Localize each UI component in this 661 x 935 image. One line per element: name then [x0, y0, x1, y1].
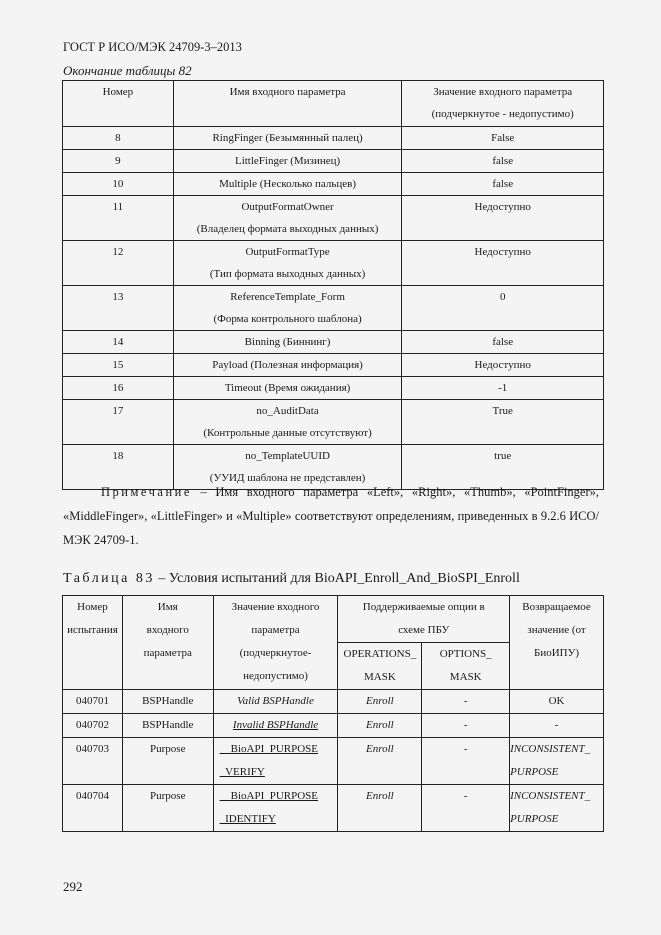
table-continuation-label: Окончание таблицы 82: [63, 63, 192, 78]
table-row: [63, 286, 604, 331]
row-param-value: Недоступно: [402, 354, 604, 377]
table-row: [63, 400, 604, 445]
row-number: 15: [63, 354, 174, 377]
row-number: 16: [63, 377, 174, 400]
row-number: 18: [63, 445, 174, 490]
row-number: 17: [63, 400, 174, 445]
row-return-value: INCONSISTENT_ PURPOSE: [510, 738, 604, 785]
row-test-number: 040701: [63, 690, 123, 714]
header-return-value: Возвращаемое значение (от БиоИПУ): [510, 596, 604, 690]
row-param-value: Valid BSPHandle: [213, 690, 338, 714]
row-param-value: false: [402, 150, 604, 173]
row-options-mask: -: [422, 714, 510, 738]
header-param-value: Значение входного параметра (подчеркнутое- недопустимо): [213, 596, 338, 690]
note-label: Примечание: [101, 485, 192, 499]
row-param-name: BSPHandle: [122, 714, 213, 738]
row-param-value: 0: [402, 286, 604, 331]
row-number: 14: [63, 331, 174, 354]
row-number: 10: [63, 173, 174, 196]
row-param-name: OutputFormatOwner (Владелец формата выходных данных): [173, 196, 402, 241]
row-param-name: RingFinger (Безымянный палец): [173, 127, 402, 150]
table-82: [62, 80, 604, 490]
row-param-name: Payload (Полезная информация): [173, 354, 402, 377]
row-param-value: True: [402, 400, 604, 445]
row-param-name: ReferenceTemplate_Form (Форма контрольного шаблона): [173, 286, 402, 331]
row-return-value: INCONSISTENT_ PURPOSE: [510, 785, 604, 832]
table-row: [63, 354, 604, 377]
row-options-mask: -: [422, 690, 510, 714]
table-header-row: [63, 81, 604, 127]
header-supported-options: Поддерживаемые опции в схеме ПБУ: [338, 596, 510, 643]
table-row: [63, 738, 604, 785]
header-value: Значение входного параметра (подчеркнутое - недопустимо): [402, 81, 604, 127]
header-test-number: Номер испытания: [63, 596, 123, 690]
row-return-value: OK: [510, 690, 604, 714]
row-number: 13: [63, 286, 174, 331]
header-operations-mask: OPERATIONS_ MASK: [338, 643, 422, 690]
table-row: [63, 241, 604, 286]
table-row: [63, 714, 604, 738]
header-options-mask: OPTIONS_ MASK: [422, 643, 510, 690]
row-number: 9: [63, 150, 174, 173]
row-operations-mask: Enroll: [338, 714, 422, 738]
table-row: [63, 127, 604, 150]
row-param-value: False: [402, 127, 604, 150]
row-param-name: Purpose: [122, 785, 213, 832]
row-test-number: 040703: [63, 738, 123, 785]
table-row: [63, 377, 604, 400]
header-name: Имя входного параметра: [173, 81, 402, 127]
row-param-name: Timeout (Время ожидания): [173, 377, 402, 400]
row-param-value: Invalid BSPHandle: [213, 714, 338, 738]
row-param-value: Недоступно: [402, 196, 604, 241]
table-row: [63, 690, 604, 714]
row-param-name: LittleFinger (Мизинец): [173, 150, 402, 173]
row-param-value: __BioAPI_PURPOSE _VERIFY: [213, 738, 338, 785]
page-number: 292: [63, 879, 83, 894]
table-83: [62, 595, 604, 832]
header-param-name: Имя входного параметра: [122, 596, 213, 690]
row-param-name: no_TemplateUUID (УУИД шаблона не представлен): [173, 445, 402, 490]
document-header: ГОСТ Р ИСО/МЭК 24709-3–2013: [63, 40, 242, 54]
row-return-value: -: [510, 714, 604, 738]
row-param-name: Purpose: [122, 738, 213, 785]
header-number: Номер: [63, 81, 174, 127]
row-param-name: no_AuditData (Контрольные данные отсутствуют): [173, 400, 402, 445]
row-number: 11: [63, 196, 174, 241]
row-param-value: false: [402, 173, 604, 196]
row-operations-mask: Enroll: [338, 690, 422, 714]
table-row: [63, 150, 604, 173]
table-row: [63, 785, 604, 832]
row-test-number: 040702: [63, 714, 123, 738]
table-row: [63, 331, 604, 354]
row-param-value: __BioAPI_PURPOSE _IDENTIFY: [213, 785, 338, 832]
row-param-name: Multiple (Несколько пальцев): [173, 173, 402, 196]
table-note: [63, 480, 599, 552]
table-83-caption: Таблица 83 – Условия испытаний для BioAPI_Enroll_And_BioSPI_Enroll: [63, 571, 520, 586]
row-operations-mask: Enroll: [338, 738, 422, 785]
row-number: 8: [63, 127, 174, 150]
row-options-mask: -: [422, 738, 510, 785]
row-param-name: OutputFormatType (Тип формата выходных данных): [173, 241, 402, 286]
row-param-value: false: [402, 331, 604, 354]
row-param-name: BSPHandle: [122, 690, 213, 714]
row-param-name: Binning (Биннинг): [173, 331, 402, 354]
row-test-number: 040704: [63, 785, 123, 832]
table-header-row: [63, 596, 604, 643]
table-row: [63, 196, 604, 241]
row-param-value: -1: [402, 377, 604, 400]
row-param-value: Недоступно: [402, 241, 604, 286]
table-row: [63, 173, 604, 196]
row-number: 12: [63, 241, 174, 286]
row-options-mask: -: [422, 785, 510, 832]
note-text: – Имя входного параметра «Left», «Right», «Thumb», «PointFinger», «MiddleFinger», «LittleFinger» и «Multiple» соответствуют определениям, приведенных в 9.2.6 ИСО/МЭК 24709-1.: [63, 485, 599, 547]
row-operations-mask: Enroll: [338, 785, 422, 832]
row-param-value: true: [402, 445, 604, 490]
